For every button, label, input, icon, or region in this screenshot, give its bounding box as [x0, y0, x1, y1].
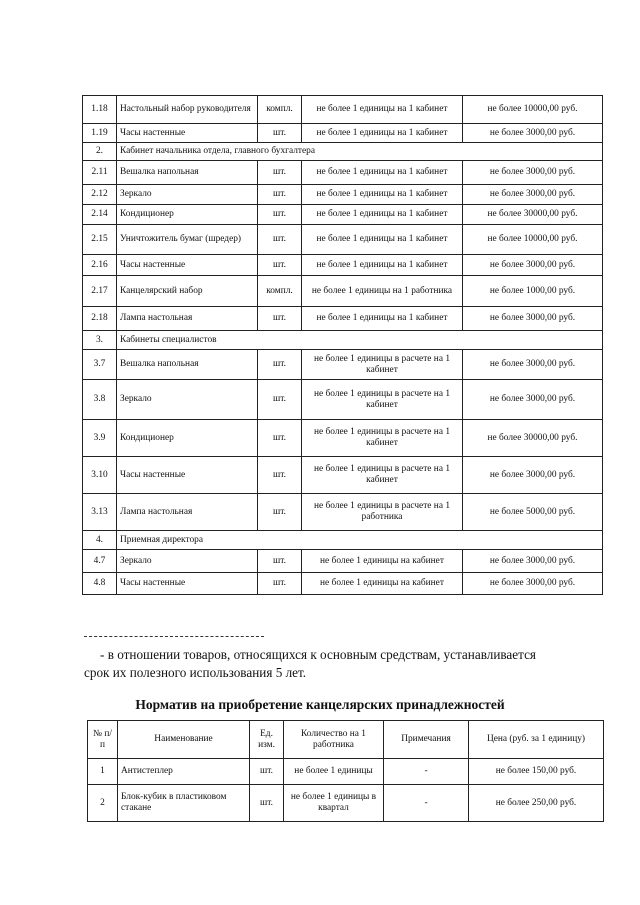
table-row [83, 185, 603, 205]
item-name: Блок-кубик в пластиковом стакане [118, 785, 250, 822]
table-row [83, 307, 603, 331]
item-name: Вешалка напольная [117, 350, 258, 380]
item-quantity: не более 1 единицы на 1 кабинет [302, 96, 463, 124]
item-price: не более 3000,00 руб. [463, 380, 603, 420]
table-row [83, 225, 603, 255]
section-number: 4. [83, 531, 117, 550]
item-price: не более 150,00 руб. [469, 759, 604, 785]
item-unit: шт. [258, 161, 302, 185]
item-unit: шт. [258, 205, 302, 225]
item-name: Часы настенные [117, 457, 258, 494]
item-price: не более 3000,00 руб. [463, 350, 603, 380]
table-row [83, 573, 603, 595]
stationery-norms-heading: Норматив на приобретение канцелярских принадлежностей [135, 697, 505, 712]
item-name: Настольный набор руководителя [117, 96, 258, 124]
item-unit: шт. [250, 759, 284, 785]
item-name: Антистеплер [118, 759, 250, 785]
item-number: 2.16 [83, 255, 117, 276]
item-unit: шт. [258, 550, 302, 573]
item-price: не более 10000,00 руб. [463, 225, 603, 255]
item-number: 3.13 [83, 494, 117, 531]
table-row [83, 205, 603, 225]
item-price: не более 30000,00 руб. [463, 205, 603, 225]
table-row [83, 494, 603, 531]
item-quantity: не более 1 единицы в расчете на 1 кабинет [302, 457, 463, 494]
item-price: не более 5000,00 руб. [463, 494, 603, 531]
item-price: не более 250,00 руб. [469, 785, 604, 822]
item-number: 2.17 [83, 276, 117, 307]
item-unit: компл. [258, 96, 302, 124]
item-name: Канцелярский набор [117, 276, 258, 307]
table-row [83, 380, 603, 420]
stationery-norms-table-body [88, 759, 604, 822]
item-number: 3.8 [83, 380, 117, 420]
item-note: - [384, 759, 469, 785]
table-header-row [88, 721, 604, 759]
item-note: - [384, 785, 469, 822]
item-name: Кондиционер [117, 420, 258, 457]
item-number: 3.10 [83, 457, 117, 494]
item-number: 2.12 [83, 185, 117, 205]
item-quantity: не более 1 единицы на 1 кабинет [302, 307, 463, 331]
item-unit: шт. [258, 494, 302, 531]
item-price: не более 3000,00 руб. [463, 457, 603, 494]
item-number: 2.14 [83, 205, 117, 225]
item-unit: шт. [258, 573, 302, 595]
item-unit: шт. [258, 420, 302, 457]
table-row [83, 161, 603, 185]
stationery-norms-table [87, 720, 604, 822]
item-unit: шт. [258, 380, 302, 420]
item-name: Лампа настольная [117, 494, 258, 531]
item-quantity: не более 1 единицы на 1 кабинет [302, 161, 463, 185]
item-name: Кондиционер [117, 205, 258, 225]
item-number: 1.19 [83, 124, 117, 143]
item-unit: шт. [250, 785, 284, 822]
item-name: Лампа настольная [117, 307, 258, 331]
item-number: 4.8 [83, 573, 117, 595]
item-quantity: не более 1 единицы на 1 кабинет [302, 205, 463, 225]
item-unit: шт. [258, 225, 302, 255]
item-name: Зеркало [117, 380, 258, 420]
item-price: не более 3000,00 руб. [463, 573, 603, 595]
item-quantity: не более 1 единицы на 1 кабинет [302, 255, 463, 276]
item-quantity: не более 1 единицы на кабинет [302, 573, 463, 595]
item-number: 2.11 [83, 161, 117, 185]
item-name: Часы настенные [117, 124, 258, 143]
section-number: 2. [83, 143, 117, 161]
section-row [83, 143, 603, 161]
item-quantity: не более 1 единицы [284, 759, 384, 785]
item-name: Часы настенные [117, 573, 258, 595]
item-quantity: не более 1 единицы на 1 кабинет [302, 185, 463, 205]
item-price: не более 3000,00 руб. [463, 185, 603, 205]
furniture-norms-table-body [83, 96, 603, 595]
item-number: 1 [88, 759, 118, 785]
table-row [83, 255, 603, 276]
item-price: не более 3000,00 руб. [463, 161, 603, 185]
item-number: 2 [88, 785, 118, 822]
table-row [83, 350, 603, 380]
header-num: № п/п [88, 721, 118, 759]
table-row [83, 96, 603, 124]
item-price: не более 3000,00 руб. [463, 255, 603, 276]
table-row [83, 457, 603, 494]
table-row [83, 420, 603, 457]
item-number: 1.18 [83, 96, 117, 124]
item-quantity: не более 1 единицы в расчете на 1 кабинет [302, 380, 463, 420]
item-quantity: не более 1 единицы в расчете на 1 работника [302, 494, 463, 531]
item-number: 3.7 [83, 350, 117, 380]
item-quantity: не более 1 единицы на 1 работника [302, 276, 463, 307]
item-price: не более 3000,00 руб. [463, 307, 603, 331]
item-unit: шт. [258, 255, 302, 276]
item-price: не более 30000,00 руб. [463, 420, 603, 457]
item-name: Зеркало [117, 185, 258, 205]
table-row [83, 550, 603, 573]
section-row [83, 331, 603, 350]
item-number: 4.7 [83, 550, 117, 573]
item-name: Зеркало [117, 550, 258, 573]
item-unit: компл. [258, 276, 302, 307]
item-unit: шт. [258, 350, 302, 380]
item-quantity: не более 1 единицы в квартал [284, 785, 384, 822]
item-name: Часы настенные [117, 255, 258, 276]
item-unit: шт. [258, 457, 302, 494]
item-number: 3.9 [83, 420, 117, 457]
item-quantity: не более 1 единицы в расчете на 1 кабинет [302, 350, 463, 380]
section-row [83, 531, 603, 550]
header-unit: Ед. изм. [250, 721, 284, 759]
paragraph-line-2: срок их полезного использования 5 лет. [84, 665, 307, 680]
item-number: 2.15 [83, 225, 117, 255]
item-name: Уничтожитель бумаг (шредер) [117, 225, 258, 255]
useful-life-paragraph [84, 646, 600, 682]
item-number: 2.18 [83, 307, 117, 331]
table-row [88, 785, 604, 822]
header-qty: Количество на 1 работника [284, 721, 384, 759]
section-title: Кабинет начальника отдела, главного бухгалтера [117, 143, 603, 161]
furniture-norms-table [82, 95, 603, 595]
separator-line [84, 636, 264, 637]
table-row [88, 759, 604, 785]
item-quantity: не более 1 единицы в расчете на 1 кабинет [302, 420, 463, 457]
item-quantity: не более 1 единицы на 1 кабинет [302, 124, 463, 143]
table-row [83, 276, 603, 307]
section-title: Кабинеты специалистов [117, 331, 603, 350]
section-number: 3. [83, 331, 117, 350]
header-name: Наименование [118, 721, 250, 759]
item-quantity: не более 1 единицы на 1 кабинет [302, 225, 463, 255]
item-price: не более 10000,00 руб. [463, 96, 603, 124]
item-price: не более 3000,00 руб. [463, 550, 603, 573]
paragraph-line-1: - в отношении товаров, относящихся к основным средствам, устанавливается [100, 647, 536, 662]
item-unit: шт. [258, 124, 302, 143]
item-quantity: не более 1 единицы на кабинет [302, 550, 463, 573]
table-row [83, 124, 603, 143]
item-unit: шт. [258, 307, 302, 331]
header-note: Примечания [384, 721, 469, 759]
section-title: Приемная директора [117, 531, 603, 550]
item-unit: шт. [258, 185, 302, 205]
header-price: Цена (руб. за 1 единицу) [469, 721, 604, 759]
item-price: не более 3000,00 руб. [463, 124, 603, 143]
item-name: Вешалка напольная [117, 161, 258, 185]
item-price: не более 1000,00 руб. [463, 276, 603, 307]
